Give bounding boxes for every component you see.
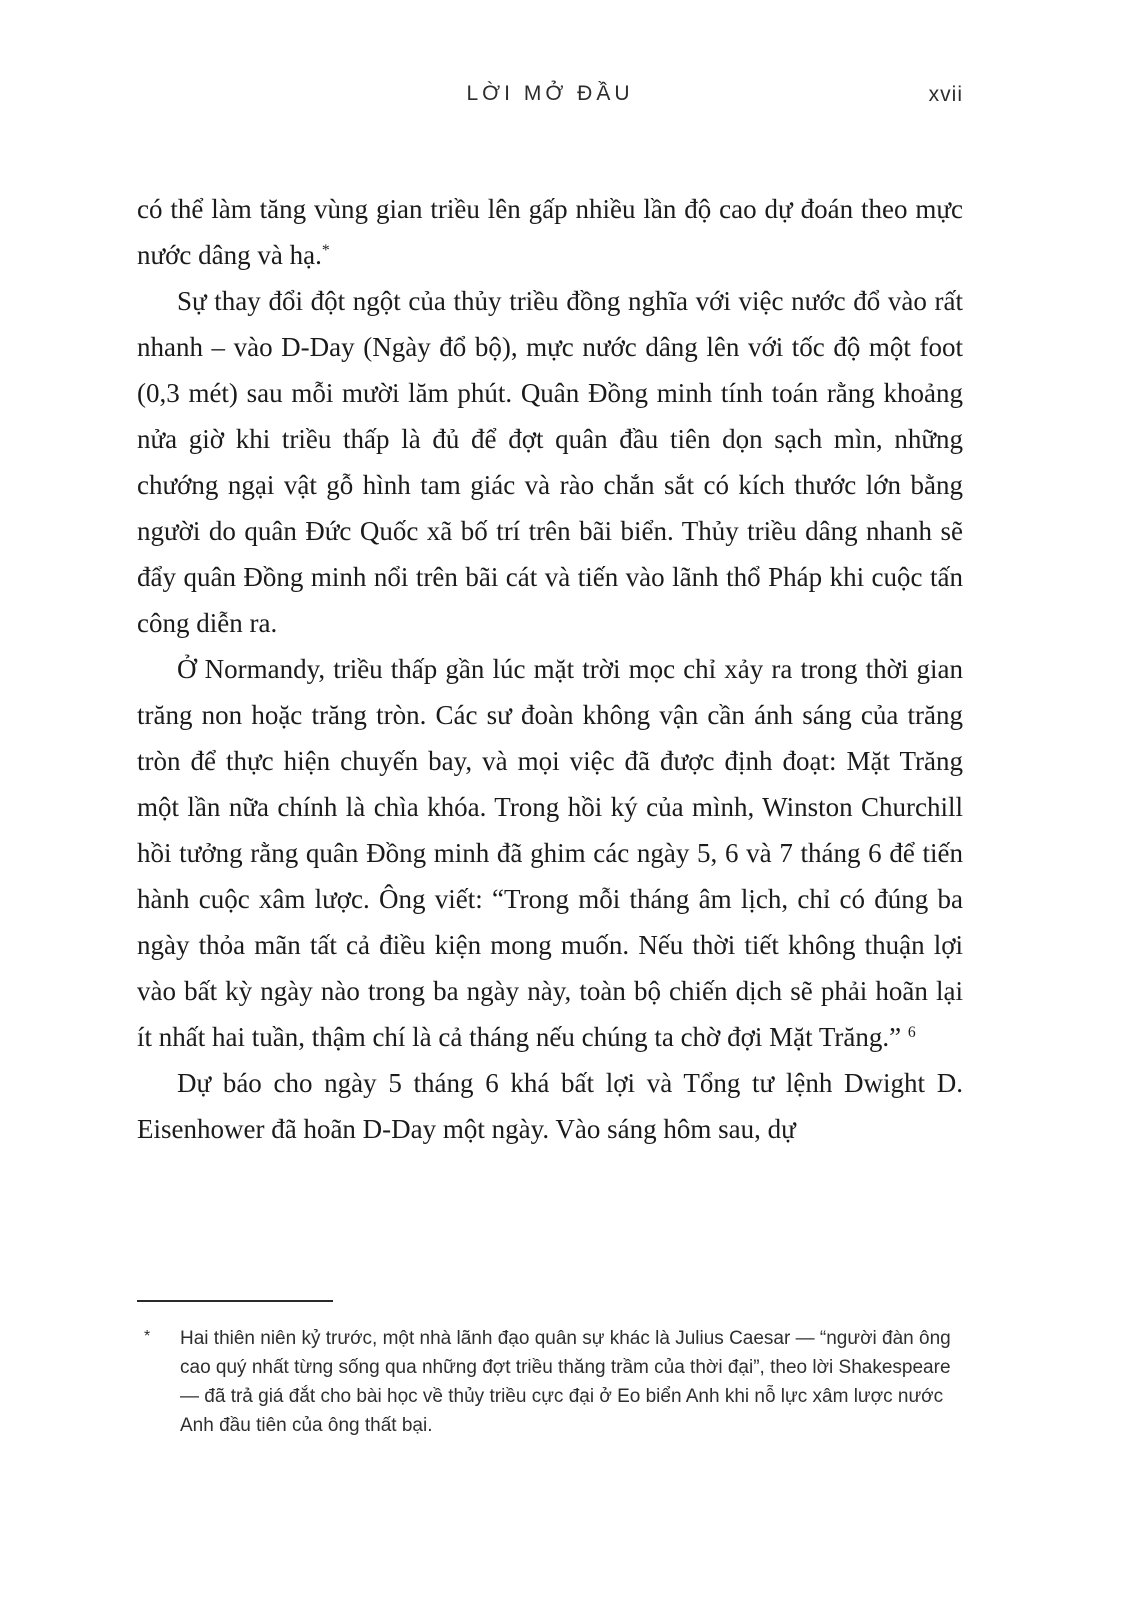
paragraph (137, 278, 963, 646)
paragraph (137, 646, 963, 1060)
paragraph-text: có thể làm tăng vùng gian triều lên gấp nhiều lần độ cao dự đoán theo mực nước dâng và hạ. (137, 194, 963, 270)
paragraph-text: Sự thay đổi đột ngột của thủy triều đồng nghĩa với việc nước đổ vào rất nhanh – vào D-Day (Ngày đổ bộ), mực nước dâng lên với tốc độ một foot (0,3 mét) sau mỗi mười lăm phút. Quân Đồng minh tính toán rằng khoảng nửa giờ khi triều thấp là đủ để đợt quân đầu tiên dọn sạch mìn, những chướng ngại vật gỗ hình tam giác và rào chắn sắt có kích thước lớn bằng người do quân Đức Quốc xã bố trí trên bãi biển. Thủy triều dâng nhanh sẽ đẩy quân Đồng minh nổi trên bãi cát và tiến vào lãnh thổ Pháp khi cuộc tấn công diễn ra. (137, 286, 963, 638)
footnote-reference: 6 (907, 1024, 916, 1042)
footnote (137, 1324, 963, 1440)
page-header (137, 82, 963, 110)
body-text (137, 186, 963, 1152)
paragraph-text: Ở Normandy, triều thấp gần lúc mặt trời mọc chỉ xảy ra trong thời gian trăng non hoặc trăng tròn. Các sư đoàn không vận cần ánh sáng của trăng tròn để thực hiện chuyến bay, và mọi việc đã được định đoạt: Mặt Trăng một lần nữa chính là chìa khóa. Trong hồi ký của mình, Winston Churchill hồi tưởng rằng quân Đồng minh đã ghim các ngày 5, 6 và 7 tháng 6 để tiến hành cuộc xâm lược. Ông viết: “Trong mỗi tháng âm lịch, chỉ có đúng ba ngày thỏa mãn tất cả điều kiện mong muốn. Nếu thời tiết không thuận lợi vào bất kỳ ngày nào trong ba ngày này, toàn bộ chiến dịch sẽ phải hoãn lại ít nhất hai tuần, thậm chí là cả tháng nếu chúng ta chờ đợi Mặt Trăng.” (137, 654, 963, 1052)
paragraph-text: Dự báo cho ngày 5 tháng 6 khá bất lợi và Tổng tư lệnh Dwight D. Eisenhower đã hoãn D-Day một ngày. Vào sáng hôm sau, dự (137, 1068, 963, 1144)
footnote-area (137, 1300, 963, 1440)
footnote-marker: * (144, 1328, 151, 1345)
paragraph (137, 186, 963, 278)
footnote-rule (137, 1300, 333, 1302)
running-head-title: LỜI MỞ ĐẦU (466, 82, 634, 105)
paragraph (137, 1060, 963, 1152)
footnote-reference: * (321, 242, 330, 260)
footnote-text: Hai thiên niên kỷ trước, một nhà lãnh đạo quân sự khác là Julius Caesar — “người đàn ông cao quý nhất từng sống qua những đợt triều thăng trầm của thời đại”, theo lời Shakespeare — đã trả giá đắt cho bài học về thủy triều cực đại ở Eo biển Anh khi nỗ lực xâm lược nước Anh đầu tiên của ông thất bại. (180, 1328, 951, 1436)
page-number: xvii (928, 83, 963, 106)
